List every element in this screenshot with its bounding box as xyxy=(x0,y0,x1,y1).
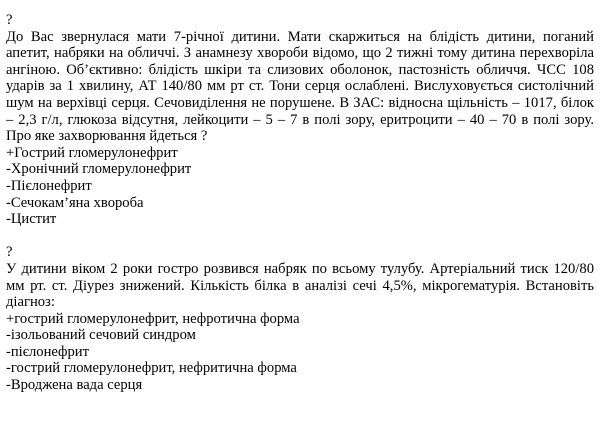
answer-option: -Вроджена вада серця xyxy=(6,377,143,394)
answer-option: -пієлонефрит xyxy=(6,343,89,360)
answer-option: +гострий гломерулонефрит, нефротична форма xyxy=(6,310,300,327)
question-block-1 xyxy=(6,12,594,228)
answer-option: -гострий гломерулонефрит, нефритична форма xyxy=(6,360,297,377)
document-body xyxy=(6,12,594,394)
question-marker: ? xyxy=(6,12,13,28)
question-block-2 xyxy=(6,244,594,393)
answer-option: -ізольований сечовий синдром xyxy=(6,327,196,344)
question-text: До Вас звернулася мати 7-річної дитини. Мати скаржиться на блідість дитини, поганий апетит, набряки на обличчі. З анамнезу хвороби відомо, що 2 тижні тому дитина перехворіла ангіною. Об’єктивно: блідість шкіри та слизових оболонок, пастозність обличчя. ЧСС 108 ударів за 1 хвилину, АТ 140/80 мм рт ст. Тони серця ослаблені. Вислуховується систолічний шум на верхівці серця. Сечовиділення не порушене. В ЗАС: відносна щільність – 1017, білок – 2,3 г/л, глюкоза відсутня, лейкоцити – 5 – 7 в полі зору, еритроцити – 40 – 70 в полі зору. Про яке захворювання йдеться ? xyxy=(6,28,594,145)
answer-option: -Цистит xyxy=(6,211,57,228)
question-text: У дитини віком 2 роки гостро розвився набряк по всьому тулубу. Артеріальний тиск 120/80 мм рт. ст. Діурез знижений. Кількість білка в аналізі сечі 4,5%, мікрогематурія. Встановіть діагноз: xyxy=(6,260,594,311)
blank-line xyxy=(6,228,594,245)
answer-option: -Хронічний гломерулонефрит xyxy=(6,161,192,178)
answer-option: -Пієлонефрит xyxy=(6,177,92,194)
answer-option: -Сечокам’яна хвороба xyxy=(6,194,144,211)
answer-option: +Гострий гломерулонефрит xyxy=(6,144,178,161)
question-marker: ? xyxy=(6,244,13,261)
